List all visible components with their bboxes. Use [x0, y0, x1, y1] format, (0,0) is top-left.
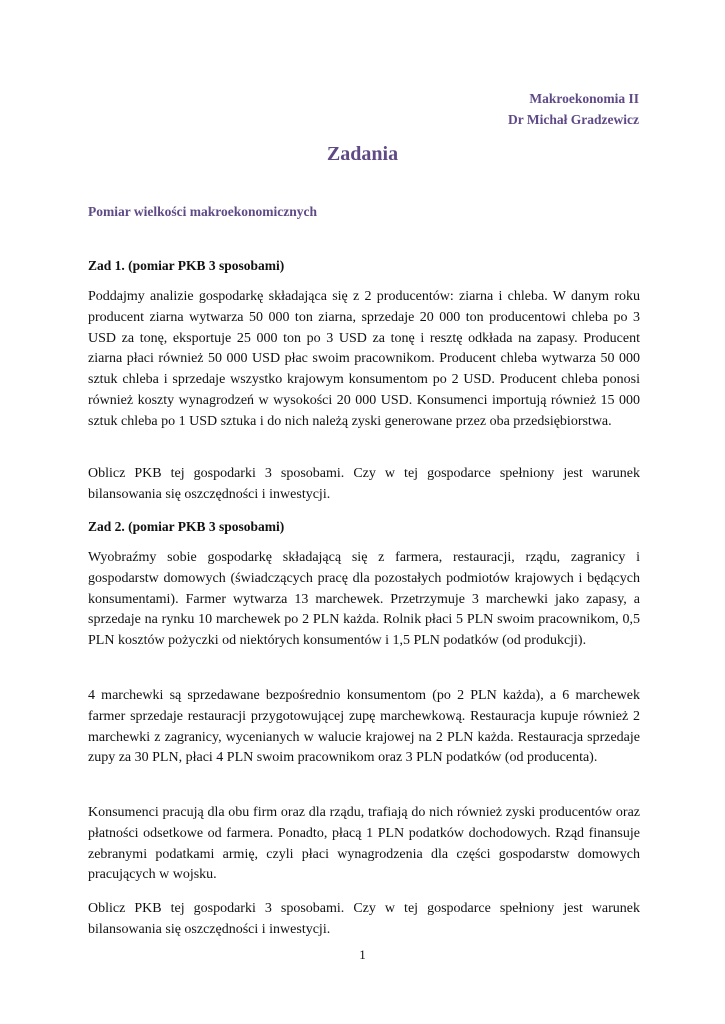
page-title: Zadania — [326, 143, 399, 165]
task-1-paragraph-2: Oblicz PKB tej gospodarki 3 sposobami. Czy w tej gospodarce spełniony jest warunek bilansowania się oszczędności i inwestycji. — [88, 466, 640, 502]
task-2-paragraph-3: Konsumenci pracują dla obu firm oraz dla rządu, trafiają do nich również zyski producentów oraz płatności odsetkowe od farmera. Ponadto, płacą 1 PLN podatków dochodowych. Rząd finansuje zebranymi podatkami armię, czyli płaci wynagrodzenia dla części gospodarstw domowych pracujących w wojsku. — [88, 805, 640, 883]
task-1-paragraph-1: Poddajmy analizie gospodarkę składająca się z 2 producentów: ziarna i chleba. W danym roku producent ziarna wytwarza 50 000 ton ziarna, sprzedaje 20 000 ton producentowi chleba po 3 USD za tonę, eksportuje 25 000 ton po 3 USD za tonę i resztę odkłada na zapasy. Producent ziarna płaci również 50 000 USD płac swoim pracownikom. Producent chleba wytwarza 50 000 sztuk chleba i sprzedaje wszystko krajowym konsumentom po 2 USD. Producent chleba ponosi również koszty wynagrodzeń w wysokości 20 000 USD. Konsumenci importują również 15 000 sztuk chleba po 1 USD sztuka i do nich należą zyski generowane przez oba przedsiębiorstwa. — [88, 289, 640, 429]
task-2-paragraph-2: 4 marchewki są sprzedawane bezpośrednio konsumentom (po 2 PLN każda), a 6 marchewek farmer sprzedaje restauracji przygotowującej zupę marchewkową. Restauracja kupuje również 2 marchewki z zagranicy, wycenianych w walucie krajowej na 2 PLN każda. Restauracja sprzedaje zupy za 30 PLN, płaci 4 PLN swoim pracownikom oraz 3 PLN podatków (od producenta). — [88, 688, 640, 766]
task-2-heading: Zad 2. (pomiar PKB 3 sposobami) — [88, 519, 285, 534]
task-1-heading: Zad 1. (pomiar PKB 3 sposobami) — [88, 258, 285, 273]
section-title: Pomiar wielkości makroekonomicznych — [88, 204, 317, 219]
course-name: Makroekonomia II — [529, 91, 639, 106]
task-2-paragraph-4: Oblicz PKB tej gospodarki 3 sposobami. Czy w tej gospodarce spełniony jest warunek bilansowania się oszczędności i inwestycji. — [88, 901, 640, 937]
page-number: 1 — [359, 947, 366, 962]
task-2-paragraph-1: Wyobraźmy sobie gospodarkę składającą się z farmera, restauracji, rządu, zagranicy i gospodarstw domowych (świadczących pracę dla pozostałych podmiotów krajowych i będących konsumentami). Farmer wytwarza 13 marchewek. Przetrzymuje 3 marchewki jako zapasy, a sprzedaje na rynku 10 marchewek po 2 PLN każda. Rolnik płaci 5 PLN swoim pracownikom, 0,5 PLN kosztów pożyczki od niektórych konsumentów i 1,5 PLN podatków (od produkcji). — [88, 550, 640, 649]
author-name: Dr Michał Gradzewicz — [508, 112, 639, 127]
document-header — [508, 88, 639, 130]
